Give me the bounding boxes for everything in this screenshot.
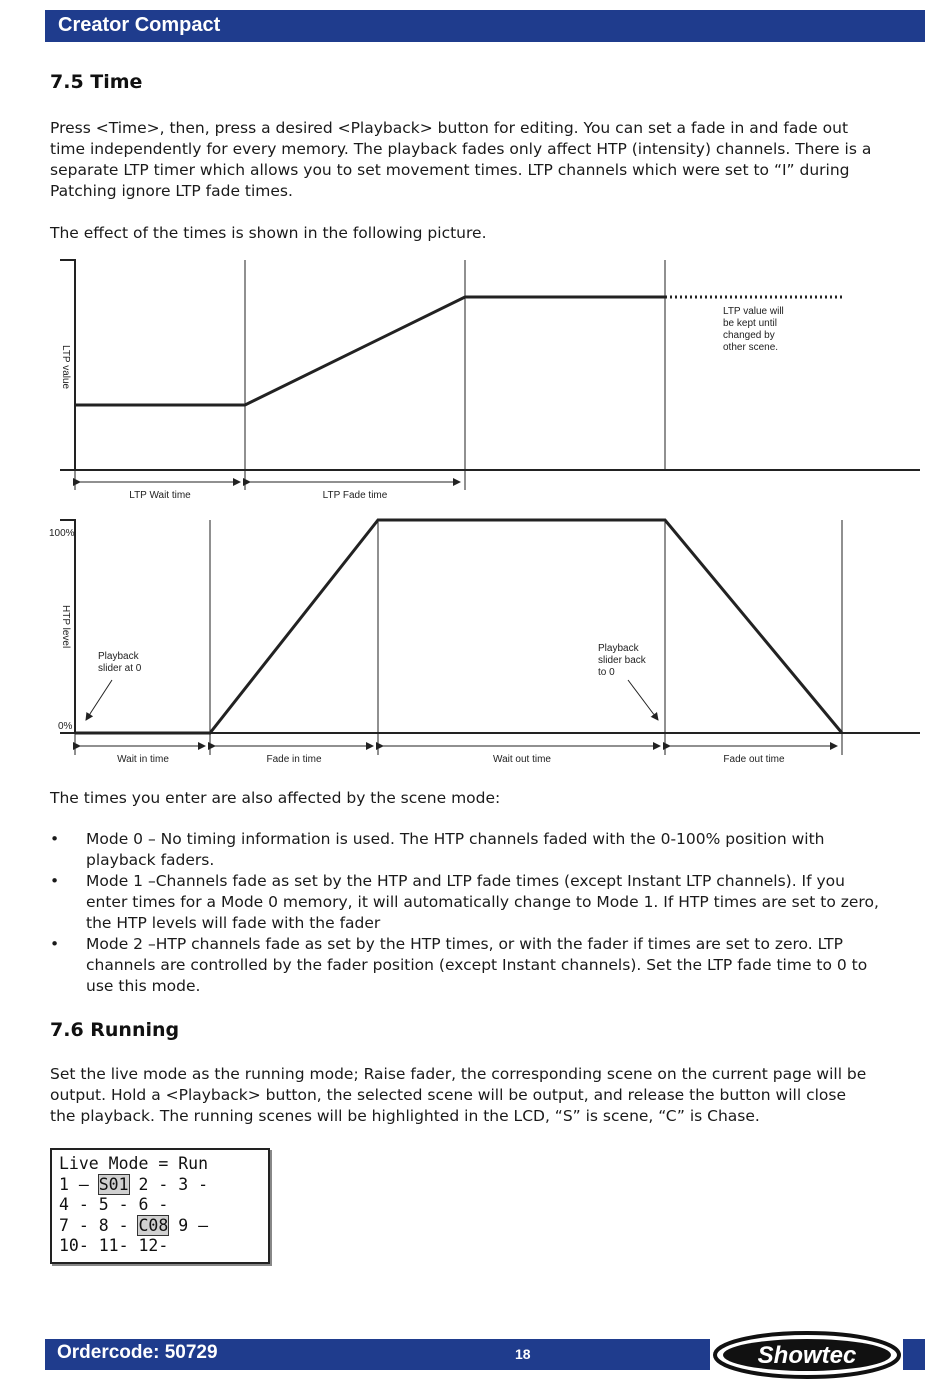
text-line: time independently for every memory. The playback fades only affect HTP (intensity) channels. There is a xyxy=(50,140,872,158)
lcd-text: 7 - 8 - xyxy=(59,1215,139,1235)
ltp-fade-label: LTP Fade time xyxy=(322,490,388,501)
lcd-text: 9 – xyxy=(168,1215,209,1235)
text-line: separate LTP timer which allows you to set movement times. LTP channels which were set to “I” during xyxy=(50,161,850,179)
timing-diagram xyxy=(0,250,950,780)
diagram-intro: The effect of the times is shown in the following picture. xyxy=(50,224,487,242)
htp-100-label: 100% xyxy=(49,528,75,539)
ltp-note-line: be kept until xyxy=(723,318,777,329)
playback-back-line: slider back xyxy=(598,655,646,666)
lcd-line-2 xyxy=(59,1175,208,1196)
document-title: Creator Compact xyxy=(58,14,221,36)
text-line: channels are controlled by the fader position (except Instant channels). Set the LTP fade time to 0 to xyxy=(86,956,868,974)
modes-list xyxy=(50,829,920,997)
ltp-wait-label: LTP Wait time xyxy=(129,490,191,501)
htp-0-label: 0% xyxy=(58,721,73,732)
htp-level-curve xyxy=(75,520,842,733)
bullet-icon: • xyxy=(50,935,60,953)
bullet-icon: • xyxy=(50,872,60,890)
logo-text: Showtec xyxy=(757,1342,857,1369)
header-bar xyxy=(45,10,925,42)
ltp-note-line: LTP value will xyxy=(723,306,784,317)
playback-at0-line: Playback xyxy=(98,651,139,662)
ltp-note-line: other scene. xyxy=(723,342,779,353)
text-line: Mode 1 –Channels fade as set by the HTP and LTP fade times (except Instant LTP channels). If you xyxy=(86,872,845,890)
playback-back-pointer xyxy=(628,680,658,720)
playback-at0-pointer xyxy=(86,680,112,720)
lcd-highlight-scene: S01 xyxy=(98,1174,129,1194)
text-line: output. Hold a <Playback> button, the selected scene will be output, and release the button will close xyxy=(50,1086,846,1104)
lcd-line-3: 4 - 5 - 6 - xyxy=(59,1195,169,1214)
text-line: enter times for a Mode 0 memory, it will automatically change to Mode 1. If HTP times are set to zero, xyxy=(86,893,879,911)
text-line: use this mode. xyxy=(86,977,201,995)
section-heading-running: 7.6 Running xyxy=(50,1019,180,1041)
lcd-display xyxy=(50,1148,270,1264)
text-line: the HTP levels will fade with the fader xyxy=(86,914,381,932)
list-item xyxy=(50,934,920,997)
footer-bar-right xyxy=(903,1339,925,1370)
text-line: Mode 2 –HTP channels fade as set by the HTP times, or with the fader if times are set to zero. LTP xyxy=(86,935,843,953)
ltp-axis-label: LTP value xyxy=(60,345,71,390)
lcd-text: 1 – xyxy=(59,1174,99,1194)
ltp-value-curve xyxy=(75,297,665,405)
list-item xyxy=(50,871,920,934)
list-item xyxy=(50,829,920,871)
playback-back-line: to 0 xyxy=(598,667,615,678)
wait-out-label: Wait out time xyxy=(493,754,551,765)
fade-out-label: Fade out time xyxy=(723,754,785,765)
text-line: the playback. The running scenes will be highlighted in the LCD, “S” is scene, “C” is Chase. xyxy=(50,1107,760,1125)
lcd-text: 2 - 3 - xyxy=(128,1174,209,1194)
page-number: 18 xyxy=(515,1346,531,1362)
text-line: Set the live mode as the running mode; Raise fader, the corresponding scene on the current page will be xyxy=(50,1065,867,1083)
playback-at0-line: slider at 0 xyxy=(98,663,142,674)
fade-in-label: Fade in time xyxy=(266,754,322,765)
footer-bar xyxy=(45,1339,710,1370)
running-paragraph xyxy=(50,1064,920,1127)
htp-axis-label: HTP level xyxy=(60,605,71,649)
modes-intro: The times you enter are also affected by the scene mode: xyxy=(50,789,501,807)
ltp-note-line: changed by xyxy=(723,330,775,341)
ordercode: Ordercode: 50729 xyxy=(57,1342,218,1363)
showtec-logo xyxy=(712,1330,902,1380)
lcd-line-5: 10- 11- 12- xyxy=(59,1236,169,1255)
text-line: Press <Time>, then, press a desired <Playback> button for editing. You can set a fade in and fade out xyxy=(50,119,849,137)
lcd-highlight-chase: C08 xyxy=(138,1215,169,1235)
text-line: playback faders. xyxy=(86,851,215,869)
text-line: Mode 0 – No timing information is used. The HTP channels faded with the 0-100% position with xyxy=(86,830,825,848)
playback-back-line: Playback xyxy=(598,643,639,654)
lcd-line-4 xyxy=(59,1216,208,1237)
section-heading-time: 7.5 Time xyxy=(50,71,143,93)
lcd-line-1: Live Mode = Run xyxy=(59,1154,209,1173)
wait-in-label: Wait in time xyxy=(117,754,169,765)
time-paragraph xyxy=(50,118,920,202)
bullet-icon: • xyxy=(50,830,60,848)
text-line: Patching ignore LTP fade times. xyxy=(50,182,293,200)
